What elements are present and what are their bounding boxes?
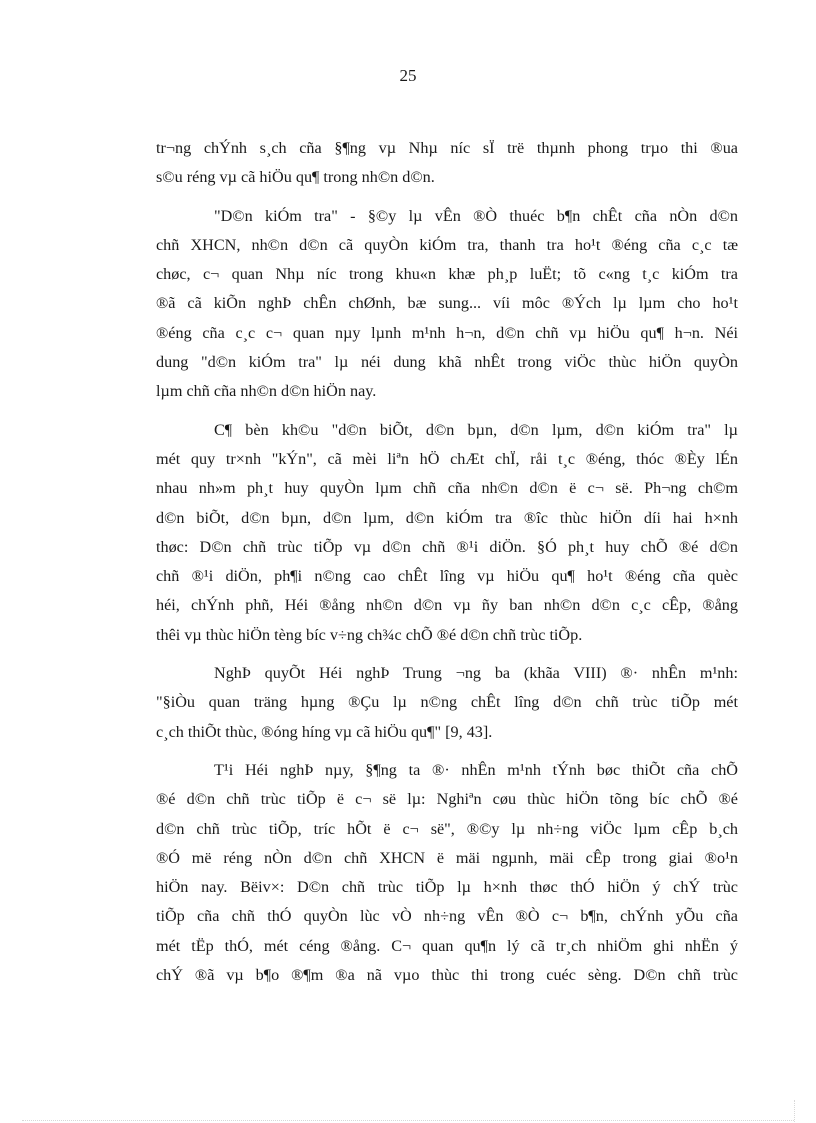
paragraph-4 bbox=[156, 659, 738, 747]
text-line: tiÕp cña chñ thÓ quyÒn lùc vÒ nh÷ng vÊn ®Ò c¬ b¶n, chÝnh yÕu cña bbox=[156, 907, 738, 926]
text-line: d©n biÕt, d©n bµn, d©n lµm, d©n kiÓm tra ®îc thùc hiÖn díi hai h×nh bbox=[156, 508, 738, 527]
paragraph-5 bbox=[156, 756, 738, 990]
text-line: mét quy tr×nh "kÝn", cã mèi liªn hÖ chÆt chÏ, råi t¸c ®éng, thóc ®Èy lÉn bbox=[156, 449, 738, 468]
text-line: chñ XHCN, nh©n d©n cã quyÒn kiÓm tra, thanh tra ho¹t ®éng cña c¸c tæ bbox=[156, 235, 738, 254]
text-line: c¸ch thiÕt thùc, ®óng híng vµ cã hiÖu qu¶" [9, 43]. bbox=[156, 722, 493, 741]
text-line: s©u réng vµ cã hiÖu qu¶ trong nh©n d©n. bbox=[156, 168, 435, 187]
text-line: ®é d©n chñ trùc tiÕp ë c¬ së lµ: Nghiªn cøu thùc hiÖn tõng bíc chÕ ®é bbox=[156, 790, 738, 809]
text-line: NghÞ quyÕt Héi nghÞ Trung ¬ng ba (khãa VIII) ®· nhÊn m¹nh: bbox=[214, 664, 738, 683]
text-line: mét tËp thÓ, mét céng ®ång. C¬ quan qu¶n lý cã tr¸ch nhiÖm ghi nhËn ý bbox=[156, 936, 738, 955]
text-line: chøc, c¬ quan Nhµ níc trong khu«n khæ ph¸p luËt; tõ c«ng t¸c kiÓm tra bbox=[156, 265, 738, 284]
paragraph-3 bbox=[156, 416, 738, 650]
text-line: dung "d©n kiÓm tra" lµ néi dung khã nhÊt trong viÖc thùc hiÖn quyÒn bbox=[156, 353, 738, 372]
page-corner-mark bbox=[794, 1100, 795, 1122]
text-line: thøc: D©n chñ trùc tiÕp vµ d©n chñ ®¹i diÖn. §Ó ph¸t huy chÕ ®é d©n bbox=[156, 537, 738, 556]
text-line: "D©n kiÓm tra" - §©y lµ vÊn ®Ò thuéc b¶n chÊt cña nÒn d©n bbox=[214, 206, 738, 225]
paragraph-1 bbox=[156, 134, 738, 193]
text-line: lµm chñ cña nh©n d©n hiÖn nay. bbox=[156, 382, 377, 401]
text-line: C¶ bèn kh©u "d©n biÕt, d©n bµn, d©n lµm, d©n kiÓm tra" lµ bbox=[214, 420, 738, 439]
page-number: 25 bbox=[399, 66, 417, 85]
text-line: T¹i Héi nghÞ nµy, §¶ng ta ®· nhÊn m¹nh tÝnh bøc thiÕt cña chÕ bbox=[214, 760, 738, 779]
page-bottom-border bbox=[22, 1120, 794, 1121]
text-line: hiÖn nay. Bëiv×: D©n chñ trùc tiÕp lµ h×nh thøc thÓ hiÖn ý chÝ trùc bbox=[156, 878, 738, 897]
text-line: ®éng cña c¸c c¬ quan nµy lµnh m¹nh h¬n, d©n chñ vµ hiÖu qu¶ h¬n. Néi bbox=[156, 323, 738, 342]
text-line: héi, chÝnh phñ, Héi ®ång nh©n d©n vµ ñy ban nh©n d©n c¸c cÊp, ®ång bbox=[156, 596, 738, 615]
text-line: chÝ ®ã vµ b¶o ®¶m ®a nã vµo thùc thi trong cuéc sèng. D©n chñ trùc bbox=[156, 966, 738, 985]
text-line: d©n chñ trùc tiÕp, tríc hÕt ë c¬ së", ®©y lµ nh÷ng viÖc lµm cÊp b¸ch bbox=[156, 819, 738, 838]
paragraph-2 bbox=[156, 202, 738, 407]
text-line: ®Ó më réng nÒn d©n chñ XHCN ë mäi ngµnh, mäi cÊp trong giai ®o¹n bbox=[156, 848, 738, 867]
text-line: ®ã cã kiÕn nghÞ chÊn chØnh, bæ sung... víi môc ®Ých lµ lµm cho ho¹t bbox=[156, 294, 738, 313]
body-text bbox=[156, 134, 738, 999]
text-line: thêi vµ thùc hiÖn tèng bíc v÷ng ch¾c chÕ ®é d©n chñ trùc tiÕp. bbox=[156, 625, 583, 644]
text-line: tr¬ng chÝnh s¸ch cña §¶ng vµ Nhµ níc sÏ trë thµnh phong trµo thi ®ua bbox=[156, 139, 738, 157]
text-line: "§iÒu quan träng hµng ®Çu lµ n©ng chÊt lîng d©n chñ trùc tiÕp mét bbox=[156, 693, 738, 712]
text-line: chñ ®¹i diÖn, ph¶i n©ng cao chÊt lîng vµ hiÖu qu¶ ho¹t ®éng cña quèc bbox=[156, 567, 738, 586]
text-line: nhau nh»m ph¸t huy quyÒn lµm chñ cña nh©n d©n ë c¬ së. Ph¬ng ch©m bbox=[156, 479, 738, 498]
